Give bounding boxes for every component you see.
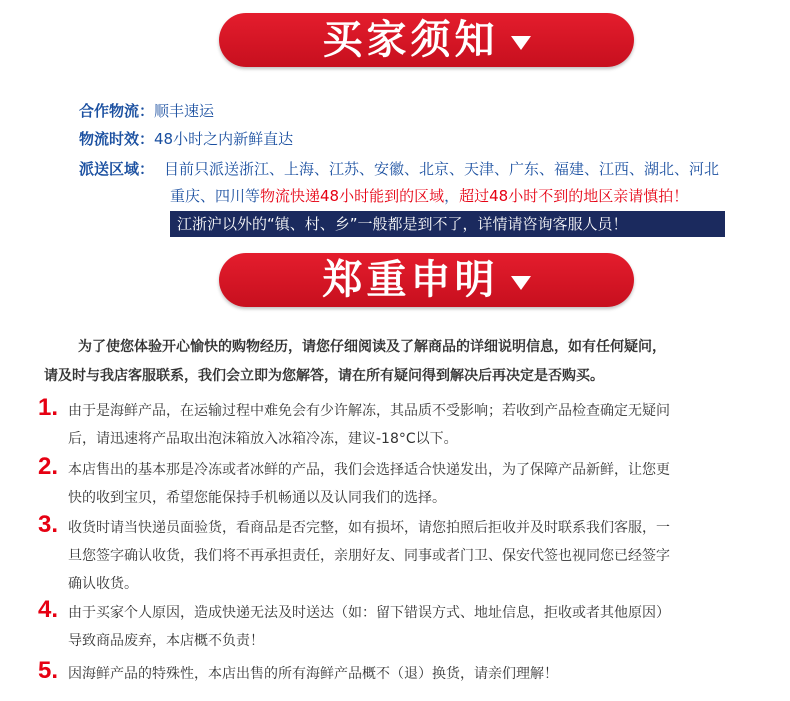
item-text: 因海鲜产品的特殊性，本店出售的所有海鲜产品概不（退）换货，请亲们理解！ [68, 666, 558, 682]
delivery-area [79, 159, 719, 179]
item-text: 本店售出的基本那是冷冻或者冰鲜的产品，我们会选择适合快递发出，为了保障产品新鲜，让您更 快的收到宝贝，希望您能保持手机畅通以及认同我们的选择。 [68, 462, 670, 506]
item-number: 1. [38, 394, 59, 421]
buyer-notice-title: 买家须知 [322, 17, 499, 63]
triangle-down-icon [511, 276, 531, 290]
area-line-2e: ！ [673, 187, 689, 205]
remote-area-notice: 江浙沪以外的“镇、村、乡”一般都是到不了，详情请咨询客服人员！ [170, 211, 725, 237]
item-number: 2. [38, 453, 59, 480]
intro-line-2: 请及时与我店客服联系，我们会立即为您解答，请在所有疑问得到解决后再决定是否购买。 [44, 368, 604, 384]
time-label: 物流时效： [79, 130, 155, 148]
triangle-down-icon [511, 36, 531, 50]
buyer-notice-banner [219, 13, 634, 67]
item-text: 由于是海鲜产品，在运输过程中难免会有少许解冻，其品质不受影响；若收到产品检查确定无疑问 后，请迅速将产品取出泡沫箱放入冰箱冷冻，建议-18°C以下。 [68, 403, 670, 447]
statement-banner [219, 253, 634, 307]
area-label: 派送区域： [79, 160, 155, 178]
partner-value: 顺丰速运 [154, 102, 215, 120]
area-line-2c: ， [444, 187, 460, 205]
area-line-2b: 物流快递48小时能到的区域 [260, 187, 445, 205]
item-number: 4. [38, 596, 59, 623]
area-line-1: 目前只派送浙江、上海、江苏、安徽、北京、天津、广东、福建、江西、湖北、河北 [164, 160, 720, 178]
area-line-2d: 超过48小时不到的地区亲请慎拍 [459, 187, 674, 205]
item-number: 3. [38, 511, 59, 538]
item-text: 收货时请当快递员面验货，看商品是否完整，如有损坏，请您拍照后拒收并及时联系我们客服，一 旦您签字确认收货，我们将不再承担责任，亲朋好友、同事或者门卫、保安代签也视同您已经签字 确认收货。 [68, 520, 670, 592]
intro-line-1: 为了使您体验开心愉快的购物经历，请您仔细阅读及了解商品的详细说明信息，如有任何疑问， [78, 339, 666, 355]
item-text: 由于买家个人原因，造成快递无法及时送达（如：留下错误方式、地址信息，拒收或者其他原因） 导致商品废弃，本店概不负责！ [68, 605, 670, 649]
logistics-partner [79, 101, 214, 121]
partner-label: 合作物流： [79, 102, 155, 120]
delivery-area-line-2 [170, 186, 688, 206]
statement-title: 郑重申明 [322, 257, 499, 303]
area-line-2a: 重庆、四川等 [170, 187, 261, 205]
logistics-time [79, 129, 293, 149]
item-number: 5. [38, 657, 59, 684]
time-value: 48小时之内新鲜直达 [154, 130, 294, 148]
